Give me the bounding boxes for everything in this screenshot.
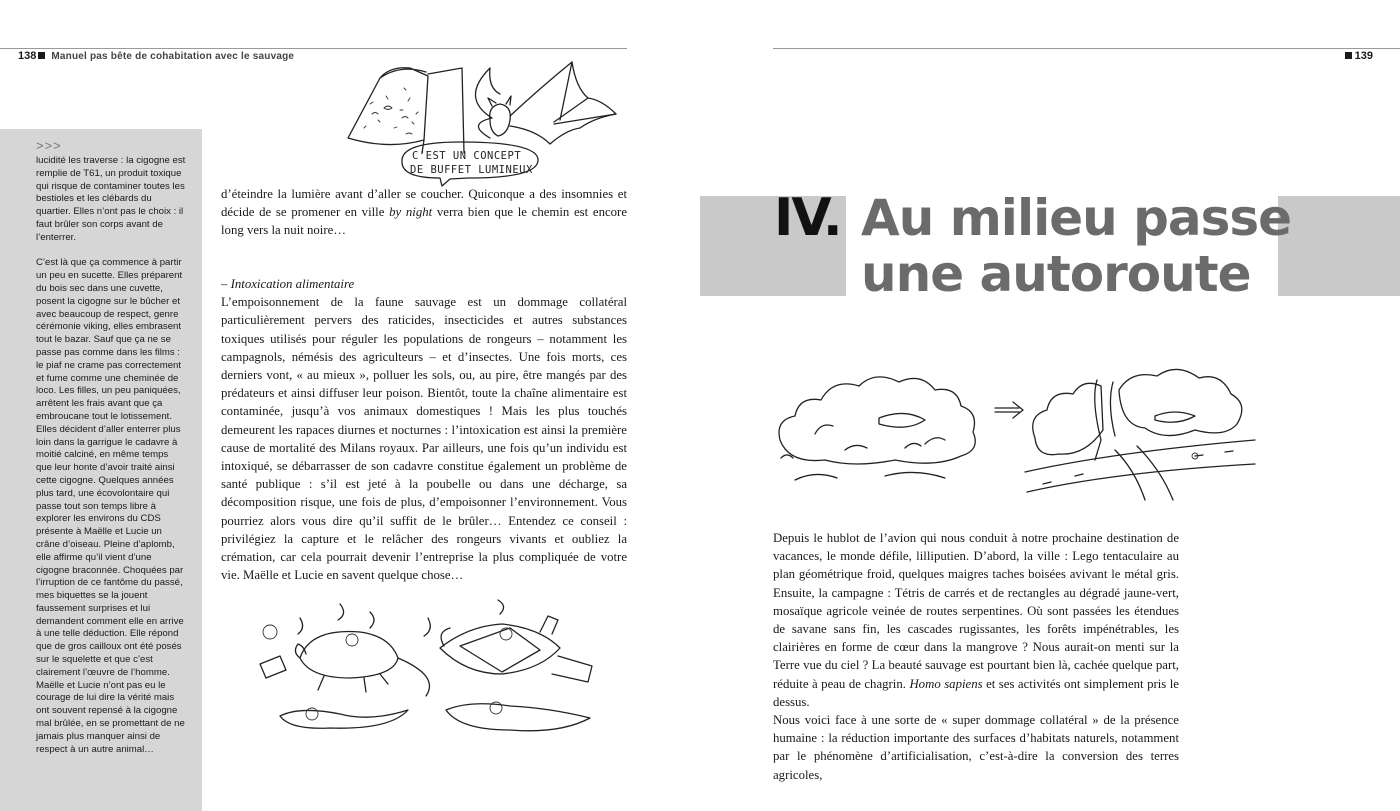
left-running-header <box>18 50 294 62</box>
chapter-band <box>1278 196 1400 296</box>
intro-paragraph: d’éteindre la lumière avant d’aller se coucher. Quiconque a des insomnies et décide de se promener en ville by night verra bien que le chemin est encore long vers la nuit noire… <box>221 187 627 238</box>
chapter-number: IV. <box>774 188 841 248</box>
sidebar-paragraph: C’est là que ça commence à partir un peu en sucette. Elles préparent du bois sec dans une cuvette, posent la cigogne sur le bûcher et avec beaucoup de respect, genre cérémonie viking, elles embrasent tout le bazar. Sauf que ça ne se passe pas comme dans les films : le piaf ne crame pas correctement et fume comme une cheminée de loco. Les filles, un peu paniquées, arrêtent les frais avant que ça embroucane tout le lotissement. Elles décident d’aller enterrer plus loin dans la garrigue le cadavre à moitié calciné, en même temps que leur honte d’avoir traité ainsi cette cigogne. Quelques années plus tard, une écovolontaire qui passe tout son temps libre à explorer les environs du CDS présente à Maëlle et Lucie un crâne d’oiseau. Pleine d’aplomb, elle affirme qu’il vient d’une cigogne braconnée. Choquées par l’irruption de ce fantôme du passé, mes biquettes se la jouent faussement surprises et lui demandent comment elle en arrive à une telle déduction. Elle répond que de gros cailloux ont été posés sur le squelette et que c’est clairement l’œuvre de l’homme. Maëlle et Lucie n’ont pas eu le courage de lui dire la vérité mais ont souvent repensé à la cigogne mal brûlée, en se promettant de ne jamais plus manquer ainsi de respect à un autre animal… <box>36 257 185 755</box>
right-page-number: 139 <box>1354 50 1373 62</box>
square-bullet-icon <box>1345 52 1352 59</box>
header-rule <box>0 48 627 49</box>
section-heading: – Intoxication alimentaire <box>221 277 355 291</box>
speech-bubble-line2: DE BUFFET LUMINEUX <box>410 164 533 176</box>
intact-habitat-scene <box>779 377 975 480</box>
header-rule <box>773 48 1400 49</box>
left-section <box>221 275 627 584</box>
sidebar-text <box>36 155 186 756</box>
running-title: Manuel pas bête de cohabitation avec le sauvage <box>51 51 295 62</box>
continuation-marker: >>> <box>36 138 62 153</box>
chapter-title <box>861 190 1291 302</box>
habitat-fragmentation-diagram <box>775 360 1265 505</box>
chapter-title-line: une autoroute <box>861 245 1251 303</box>
body-paragraph: Nous voici face à une sorte de « super dommage collatéral » de la présence humaine : la réduction importante des surfaces d’habitats naturels, notamment par le phénomène d’artificialisation, c’est-à-dire la conversion des terres agricoles, <box>773 713 1179 782</box>
poisoned-rat-bird-cartoon <box>240 598 610 748</box>
left-body-column <box>221 185 627 240</box>
square-bullet-icon <box>38 52 45 59</box>
sidebar-paragraph: lucidité les traverse : la cigogne est remplie de T61, un produit toxique qui risque de contaminer toutes les bestioles et les clébards du quartier. Elles n’ont pas le choix : il faut brûler son corps avant de l’enterrer. <box>36 155 186 243</box>
arrow-icon <box>995 402 1023 418</box>
speech-bubble-line1: C’EST UN CONCEPT <box>412 150 522 162</box>
fragmented-habitat-scene <box>1025 369 1255 500</box>
italic-term: by night <box>389 205 433 220</box>
body-paragraph: Depuis le hublot de l’avion qui nous conduit à notre prochaine destination de vacances, le monde défile, lilliputien. D’abord, la ville : Lego tentaculaire au plan géométrique froid, quelques maigres taches boisées avivant le métal gris. Ensuite, la campagne : Tétris de carrés et de rectangles au dégradé jaune-vert, mosaïque agricole veinée de routes serpentines. Où sont passées les étendues de savane sans fin, les cascades rugissantes, les forêts impénétrables, les clairières en forme de cœur dans la mangrove ? Nous aurait-on menti sur la Terre vue du ciel ? La beauté sauvage est pourtant bien là, cachée quelque part, réduite à peau de chagrin. Homo sapiens et ses activités ont simplement pris le dessus. <box>773 531 1179 709</box>
italic-term: Homo sapiens <box>909 676 983 691</box>
chapter-title-line: Au milieu passe <box>861 189 1292 247</box>
right-body-column <box>773 529 1179 784</box>
right-running-header <box>1343 50 1373 62</box>
section-paragraph: L’empoisonnement de la faune sauvage est un dommage collatéral particulièrement pervers des raticides, insecticides et autres substances toxiques utilisés pour réguler les populations de rongeurs – notamment les campagnols, némésis des agriculteurs – et d’insectes. Une fois morts, ces derniers vont, « au mieux », polluer les sols, ou, au pire, être mangés par des prédateurs et ainsi diffuser leur poison. Bientôt, toute la chaîne alimentaire est contaminée, jusqu’à vos animaux domestiques ! Mais les plus touchés demeurent les rapaces diurnes et nocturnes : l’intoxication est ainsi la première cause de mortalité des Milans royaux. Par ailleurs, une fois qu’un individu est intoxiqué, se débarrasser de son cadavre constitue également un problème de santé publique : s’il est jeté à la poubelle ou dans une décharge, sa décomposition risque, une fois de plus, d’empoisonner l’environnement. Vous pourriez alors vous dire qu’il suffit de le brûler… Entendez ce conseil : privilégiez la capture et le relâcher des rongeurs vivants et oubliez la crémation, car cela pourrait devenir l’entreprise la plus compliquée de votre vie. Maëlle et Lucie en savent quelque chose… <box>221 295 627 583</box>
lamp-bat-cartoon <box>340 58 630 183</box>
left-page-number: 138 <box>18 50 37 62</box>
